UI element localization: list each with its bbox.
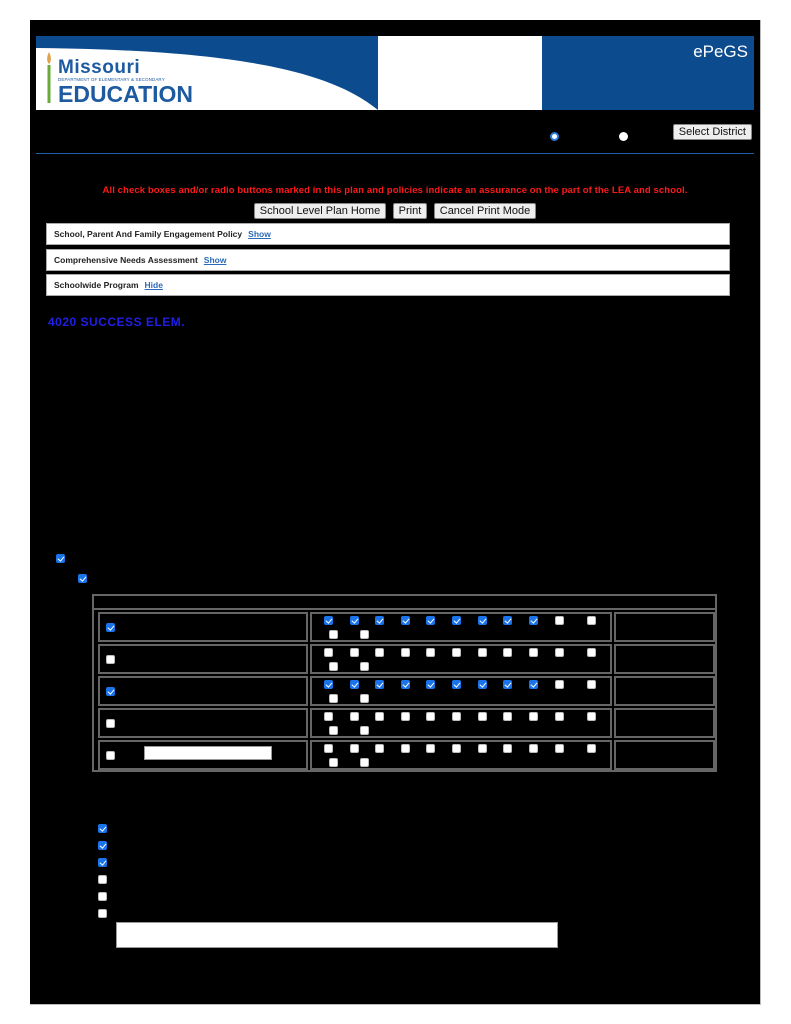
grid-notes-cell — [614, 740, 715, 770]
grade-checkbox[interactable] — [375, 616, 384, 625]
section-engagement-policy — [46, 223, 730, 245]
grade-checkbox[interactable] — [529, 744, 538, 753]
grade-checkbox[interactable] — [478, 648, 487, 657]
grade-checkbox[interactable] — [478, 680, 487, 689]
grade-checkbox[interactable] — [324, 680, 333, 689]
grade-checkbox[interactable] — [529, 616, 538, 625]
assurance-checkbox-1[interactable] — [56, 554, 65, 563]
grade-checkbox[interactable] — [401, 680, 410, 689]
grade-checkbox[interactable] — [529, 648, 538, 657]
grade-checkbox[interactable] — [329, 630, 338, 639]
grade-checkbox[interactable] — [375, 712, 384, 721]
cancel-print-mode-button[interactable]: Cancel Print Mode — [434, 203, 537, 219]
grid-notes-cell — [614, 708, 715, 738]
section-label: School, Parent And Family Engagement Policy — [54, 229, 243, 239]
grade-checkbox[interactable] — [503, 744, 512, 753]
grid-grade-cell — [310, 644, 612, 674]
grade-checkbox[interactable] — [329, 662, 338, 671]
grid-row-label-cell — [98, 708, 308, 738]
grid-notes-cell — [614, 612, 715, 642]
grid-row — [98, 708, 715, 738]
section-toggle-link[interactable]: Show — [203, 255, 227, 265]
bottom-checkbox[interactable] — [98, 824, 107, 833]
app-title: ePeGS — [693, 42, 748, 61]
grade-checkbox[interactable] — [360, 662, 369, 671]
grid-row-label-cell — [98, 676, 308, 706]
grade-checkbox[interactable] — [503, 712, 512, 721]
section-label: Comprehensive Needs Assessment — [54, 255, 198, 265]
section-needs-assessment — [46, 249, 730, 271]
grid-row — [98, 676, 715, 706]
row-checkbox[interactable] — [106, 623, 115, 632]
grade-checkbox[interactable] — [478, 616, 487, 625]
grade-checkbox[interactable] — [555, 680, 564, 689]
select-district-button[interactable]: Select District — [673, 124, 752, 140]
grade-checkbox[interactable] — [555, 744, 564, 753]
program-grid — [92, 594, 717, 772]
bottom-checkbox[interactable] — [98, 892, 107, 901]
grade-checkbox[interactable] — [324, 616, 333, 625]
grade-checkbox[interactable] — [587, 648, 596, 657]
grade-checkbox[interactable] — [360, 630, 369, 639]
grade-checkbox[interactable] — [350, 744, 359, 753]
grid-row-label-cell — [98, 740, 308, 770]
grade-checkbox[interactable] — [360, 694, 369, 703]
grade-checkbox[interactable] — [360, 726, 369, 735]
other-text-input[interactable] — [144, 746, 272, 760]
assurance-checkbox-2[interactable] — [78, 574, 87, 583]
page-container — [30, 20, 761, 1005]
grade-checkbox[interactable] — [426, 616, 435, 625]
grid-notes-cell — [614, 676, 715, 706]
grade-checkbox[interactable] — [401, 648, 410, 657]
grade-checkbox[interactable] — [426, 712, 435, 721]
grid-grade-cell — [310, 612, 612, 642]
grade-checkbox[interactable] — [350, 680, 359, 689]
section-toggle-link[interactable]: Hide — [144, 280, 163, 290]
grade-checkbox[interactable] — [401, 744, 410, 753]
grid-grade-cell — [310, 708, 612, 738]
district-radio-row — [30, 112, 760, 152]
grade-checkbox[interactable] — [452, 744, 461, 753]
grade-checkbox[interactable] — [375, 744, 384, 753]
grid-row — [98, 644, 715, 674]
grade-checkbox[interactable] — [375, 680, 384, 689]
grade-checkbox[interactable] — [587, 744, 596, 753]
grid-grade-cell — [310, 676, 612, 706]
grade-checkbox[interactable] — [360, 758, 369, 767]
grade-checkbox[interactable] — [555, 712, 564, 721]
logo-state: Missouri — [58, 57, 141, 78]
grade-checkbox[interactable] — [452, 712, 461, 721]
grade-checkbox[interactable] — [478, 712, 487, 721]
grid-header — [94, 596, 715, 610]
section-label: Schoolwide Program — [54, 280, 139, 290]
bottom-checkbox[interactable] — [98, 909, 107, 918]
grade-checkbox[interactable] — [401, 712, 410, 721]
grade-checkbox[interactable] — [452, 680, 461, 689]
grade-checkbox[interactable] — [503, 648, 512, 657]
other-description-textarea[interactable] — [116, 922, 558, 948]
row-checkbox[interactable] — [106, 687, 115, 696]
logo-department: DEPARTMENT OF ELEMENTARY & SECONDARY — [58, 77, 165, 82]
grade-checkbox[interactable] — [350, 712, 359, 721]
grade-checkbox[interactable] — [324, 648, 333, 657]
grade-checkbox[interactable] — [555, 616, 564, 625]
bottom-checkbox[interactable] — [98, 858, 107, 867]
header-banner — [36, 36, 754, 110]
grade-checkbox[interactable] — [503, 616, 512, 625]
section-schoolwide-program — [46, 274, 730, 296]
header-divider — [36, 153, 754, 154]
school-plan-home-button[interactable]: School Level Plan Home — [254, 203, 386, 219]
toolbar — [30, 201, 760, 219]
banner-title-area — [542, 36, 754, 110]
radio-option-2[interactable] — [619, 132, 628, 141]
grid-grade-cell — [310, 740, 612, 770]
grid-row — [98, 740, 715, 770]
grade-checkbox[interactable] — [401, 616, 410, 625]
grade-checkbox[interactable] — [426, 680, 435, 689]
grid-row — [98, 612, 715, 642]
grade-checkbox[interactable] — [329, 694, 338, 703]
grade-checkbox[interactable] — [478, 744, 487, 753]
grade-checkbox[interactable] — [329, 758, 338, 767]
logo-agency: EDUCATION — [58, 81, 194, 107]
grade-checkbox[interactable] — [324, 712, 333, 721]
grade-checkbox[interactable] — [555, 648, 564, 657]
torch-icon — [46, 52, 52, 104]
grade-checkbox[interactable] — [350, 616, 359, 625]
grade-checkbox[interactable] — [324, 744, 333, 753]
grade-checkbox[interactable] — [426, 648, 435, 657]
grade-checkbox[interactable] — [350, 648, 359, 657]
row-checkbox[interactable] — [106, 751, 115, 760]
radio-option-1[interactable] — [550, 132, 559, 141]
row-checkbox[interactable] — [106, 655, 115, 664]
section-toggle-link[interactable]: Show — [248, 229, 271, 239]
grade-checkbox[interactable] — [375, 648, 384, 657]
grade-checkbox[interactable] — [529, 712, 538, 721]
grade-checkbox[interactable] — [587, 680, 596, 689]
grade-checkbox[interactable] — [587, 712, 596, 721]
grade-checkbox[interactable] — [452, 616, 461, 625]
print-button[interactable]: Print — [393, 203, 428, 219]
grid-row-label-cell — [98, 612, 308, 642]
banner-spacer — [378, 36, 542, 110]
grid-notes-cell — [614, 644, 715, 674]
school-name: 4020 SUCCESS ELEM. — [48, 315, 186, 329]
grid-row-label-cell — [98, 644, 308, 674]
grade-checkbox[interactable] — [529, 680, 538, 689]
row-checkbox[interactable] — [106, 719, 115, 728]
grade-checkbox[interactable] — [426, 744, 435, 753]
grade-checkbox[interactable] — [503, 680, 512, 689]
grade-checkbox[interactable] — [452, 648, 461, 657]
grade-checkbox[interactable] — [329, 726, 338, 735]
grade-checkbox[interactable] — [587, 616, 596, 625]
assurance-notice: All check boxes and/or radio buttons marked in this plan and policies indicate an assurance on the part of the LEA and school. — [102, 185, 688, 196]
dese-logo — [36, 36, 378, 110]
bottom-checkbox[interactable] — [98, 841, 107, 850]
bottom-checkbox[interactable] — [98, 875, 107, 884]
